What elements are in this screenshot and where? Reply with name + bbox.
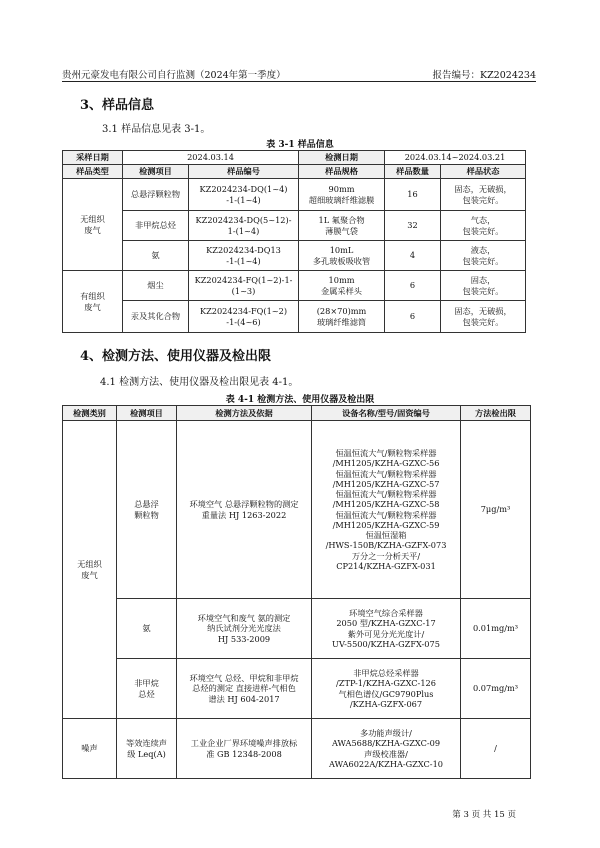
col-test-item: 检测项目	[123, 165, 189, 179]
method-basis: 环境空气和废气 氨的测定 纳氏试剂分光光度法 HJ 533-2009	[177, 599, 312, 659]
section-4-intro: 4.1 检测方法、使用仪器及检出限见表 4-1。	[100, 377, 299, 388]
category-cell: 噪声	[63, 719, 117, 779]
col-method: 检测方法及依据	[177, 406, 312, 421]
col-sample-type: 样品类型	[63, 165, 123, 179]
sample-qty: 6	[385, 301, 441, 333]
sample-date-value: 2024.03.14	[123, 151, 299, 165]
sample-state: 气态， 包装完好。	[441, 211, 526, 241]
sample-qty: 6	[385, 271, 441, 301]
detection-limit: 7μg/m³	[461, 421, 531, 599]
col-sample-spec: 样品规格	[299, 165, 385, 179]
table-row	[63, 659, 531, 719]
method-item: 总悬浮 颗粒物	[117, 421, 177, 599]
method-basis: 环境空气 总烃、甲烷和非甲烷 总烃的测定 直接进样-气相色 谱法 HJ 604-2017	[177, 659, 312, 719]
sample-spec: 10mL 多孔玻板吸收管	[299, 241, 385, 271]
header-report-number: 报告编号：KZ2024234	[432, 70, 536, 81]
test-item: 烟尘	[123, 271, 189, 301]
table-row	[63, 179, 526, 211]
test-date-label: 检测日期	[299, 151, 385, 165]
test-date-value: 2024.03.14~2024.03.21	[385, 151, 526, 165]
category-cell: 无组织 废气	[63, 421, 117, 719]
sample-qty: 16	[385, 179, 441, 211]
equipment-list: 环境空气综合采样器 2050 型/KZHA-GZXC-17 紫外可见分光光度计/ UV-5500/KZHA-GZFX-075	[312, 599, 461, 659]
detection-limit: 0.01mg/m³	[461, 599, 531, 659]
table-row	[63, 271, 526, 301]
test-item: 非甲烷总烃	[123, 211, 189, 241]
table-4-1-caption: 表 4-1 检测方法、使用仪器及检出限	[225, 395, 375, 405]
sample-qty: 32	[385, 211, 441, 241]
sample-state: 固态， 包装完好。	[441, 271, 526, 301]
detection-limit: /	[461, 719, 531, 779]
test-item: 总悬浮颗粒物	[123, 179, 189, 211]
sample-date-label: 采样日期	[63, 151, 123, 165]
header-company: 贵州元豪发电有限公司自行监测（2024年第一季度）	[62, 70, 286, 81]
detection-limit: 0.07mg/m³	[461, 659, 531, 719]
table-row	[63, 211, 526, 241]
table-row	[63, 301, 526, 333]
col-sample-qty: 样品数量	[385, 165, 441, 179]
table-row	[63, 241, 526, 271]
col-limit: 方法检出限	[461, 406, 531, 421]
sample-spec: 10mm 金属采样头	[299, 271, 385, 301]
method-item: 氨	[117, 599, 177, 659]
sample-date-row	[63, 151, 526, 165]
sample-state: 固态，无破损， 包装完好。	[441, 301, 526, 333]
table-row	[63, 599, 531, 659]
equipment-list: 非甲烷总烃采样器 /ZTP-1/KZHA-GZXC-126 气相色谱仪/GC9790Plus /KZHA-GZFX-067	[312, 659, 461, 719]
sample-type-cell: 有组织 废气	[63, 271, 123, 333]
table-row	[63, 719, 531, 779]
test-item: 汞及其化合物	[123, 301, 189, 333]
sample-header-row	[63, 165, 526, 179]
sample-code: KZ2024234-DQ(5~12)- 1-(1~4)	[189, 211, 299, 241]
sample-state: 液态， 包装完好。	[441, 241, 526, 271]
section-3-title: 3、样品信息	[80, 98, 155, 113]
method-item: 等效连续声 级 Leq(A)	[117, 719, 177, 779]
sample-type-cell: 无组织 废气	[63, 179, 123, 271]
table-row	[63, 421, 531, 599]
sample-qty: 4	[385, 241, 441, 271]
col-equipment: 设备名称/型号/固资编号	[312, 406, 461, 421]
equipment-list: 多功能声级计/ AWA5688/KZHA-GZXC-09 声级校准器/ AWA6022A/KZHA-GZXC-10	[312, 719, 461, 779]
col-sample-state: 样品状态	[441, 165, 526, 179]
section-4-title: 4、检测方法、使用仪器及检出限	[80, 349, 272, 364]
col-item: 检测项目	[117, 406, 177, 421]
section-3-intro: 3.1 样品信息见表 3-1。	[102, 124, 211, 135]
test-item: 氨	[123, 241, 189, 271]
method-item: 非甲烷 总烃	[117, 659, 177, 719]
sample-code: KZ2024234-DQ13 -1-(1~4)	[189, 241, 299, 271]
sample-code: KZ2024234-FQ(1~2) -1-(4~6)	[189, 301, 299, 333]
sample-spec: 90mm 超细玻璃纤维滤膜	[299, 179, 385, 211]
sample-info-table	[62, 150, 526, 333]
sample-spec: 1L 氟聚合物 薄膜气袋	[299, 211, 385, 241]
method-basis: 工业企业厂界环境噪声排放标 准 GB 12348-2008	[177, 719, 312, 779]
equipment-list: 恒温恒流大气/颗粒物采样器 /MH1205/KZHA-GZXC-56 恒温恒流大气/颗粒物采样器 /MH1205/KZHA-GZXC-57 恒温恒流大气/颗粒物采样器 /MH1205/KZHA-GZXC-58 恒温恒流大气/颗粒物采样器 /MH1205/KZHA-GZXC-59 恒温恒湿箱 /HWS-150B/KZHA-GZFX-073 万分之一分析天平/ CP214/KZHA-GZFX-031	[312, 421, 461, 599]
method-header-row	[63, 406, 531, 421]
method-basis: 环境空气 总悬浮颗粒物的测定 重量法 HJ 1263-2022	[177, 421, 312, 599]
col-category: 检测类别	[63, 406, 117, 421]
page-number: 第 3 页 共 15 页	[452, 810, 516, 820]
sample-state: 固态，无破损， 包装完好。	[441, 179, 526, 211]
sample-spec: (28×70)mm 玻璃纤维滤筒	[299, 301, 385, 333]
sample-code: KZ2024234-DQ(1~4) -1-(1~4)	[189, 179, 299, 211]
col-sample-code: 样品编号	[189, 165, 299, 179]
table-3-1-caption: 表 3-1 样品信息	[266, 140, 334, 150]
page-header	[62, 67, 536, 82]
method-table	[62, 405, 531, 779]
sample-code: KZ2024234-FQ(1~2)-1- (1~3)	[189, 271, 299, 301]
